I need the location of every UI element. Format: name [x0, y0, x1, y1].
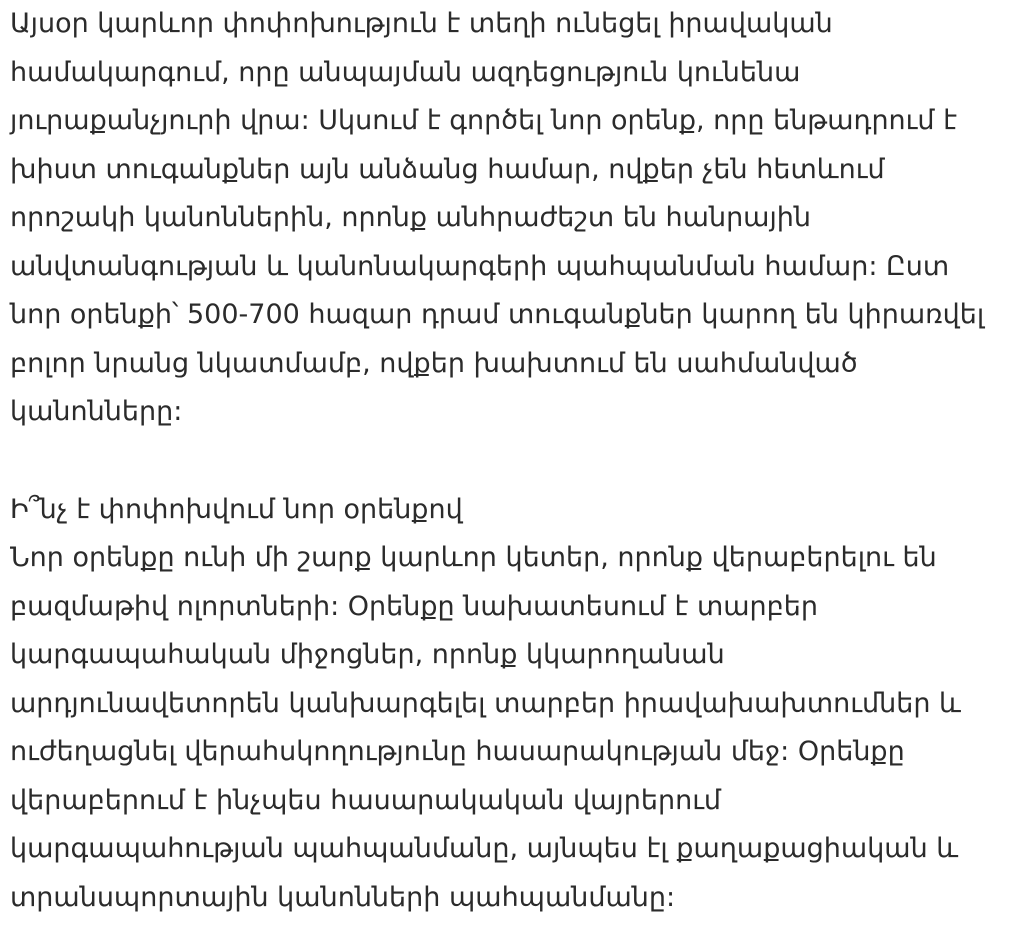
paragraph-line: կանոնները: [10, 396, 183, 427]
paragraph-line: տրանսպորտային կանոնների պահպանմանը: [10, 881, 676, 913]
paragraph-changes [10, 534, 1012, 922]
section-heading: Ի՞նչ է փոփոխվում նոր օրենքով [10, 493, 463, 525]
paragraph-line: որոշակի կանոններին, որոնք անհրաժեշտ են հանրային [10, 202, 812, 233]
paragraph-line: անվտանգության և կանոնակարգերի պահպանման համար: Ըստ [10, 250, 950, 282]
paragraph-line: նոր օրենքի՝ 500-700 հազար դրամ տուգանքներ կարող են կիրառվել [10, 299, 985, 330]
paragraph-line: խիստ տուգանքներ այն անձանց համար, ովքեր չեն հետևում [10, 153, 885, 185]
paragraph-line: յուրաքանչյուրի վրա: Սկսում է գործել նոր օրենք, որը ենթադրում է [10, 105, 957, 136]
paragraph-line: կարգապահության պահպանմանը, այնպես էլ քաղաքացիական և [10, 833, 959, 864]
paragraph-line: Այսօր կարևոր փոփոխություն է տեղի ունեցել իրավական [10, 8, 833, 39]
paragraph-line: կարգապահական միջոցներ, որոնք կկարողանան [10, 639, 725, 670]
paragraph-line: համակարգում, որը անպայման ազդեցություն կունենա [10, 56, 801, 88]
paragraph-line: վերաբերում է ինչպես հասարակական վայրերում [10, 784, 722, 816]
paragraph-line: բոլոր նրանց նկատմամբ, ովքեր խախտում են սահմանված [10, 347, 858, 379]
paragraph-intro [10, 0, 1012, 437]
paragraph-spacer [10, 437, 1012, 486]
paragraph-line: Նոր օրենքը ունի մի շարք կարևոր կետեր, որոնք վերաբերելու են [10, 542, 937, 573]
paragraph-line: արդյունավետորեն կանխարգելել տարբեր իրավախախտումներ և [10, 687, 961, 719]
paragraph-line: բազմաթիվ ոլորտների: Օրենքը նախատեսում է տարբեր [10, 590, 818, 622]
paragraph-line: ուժեղացնել վերահսկողությունը հասարակության մեջ: Օրենքը [10, 736, 905, 767]
